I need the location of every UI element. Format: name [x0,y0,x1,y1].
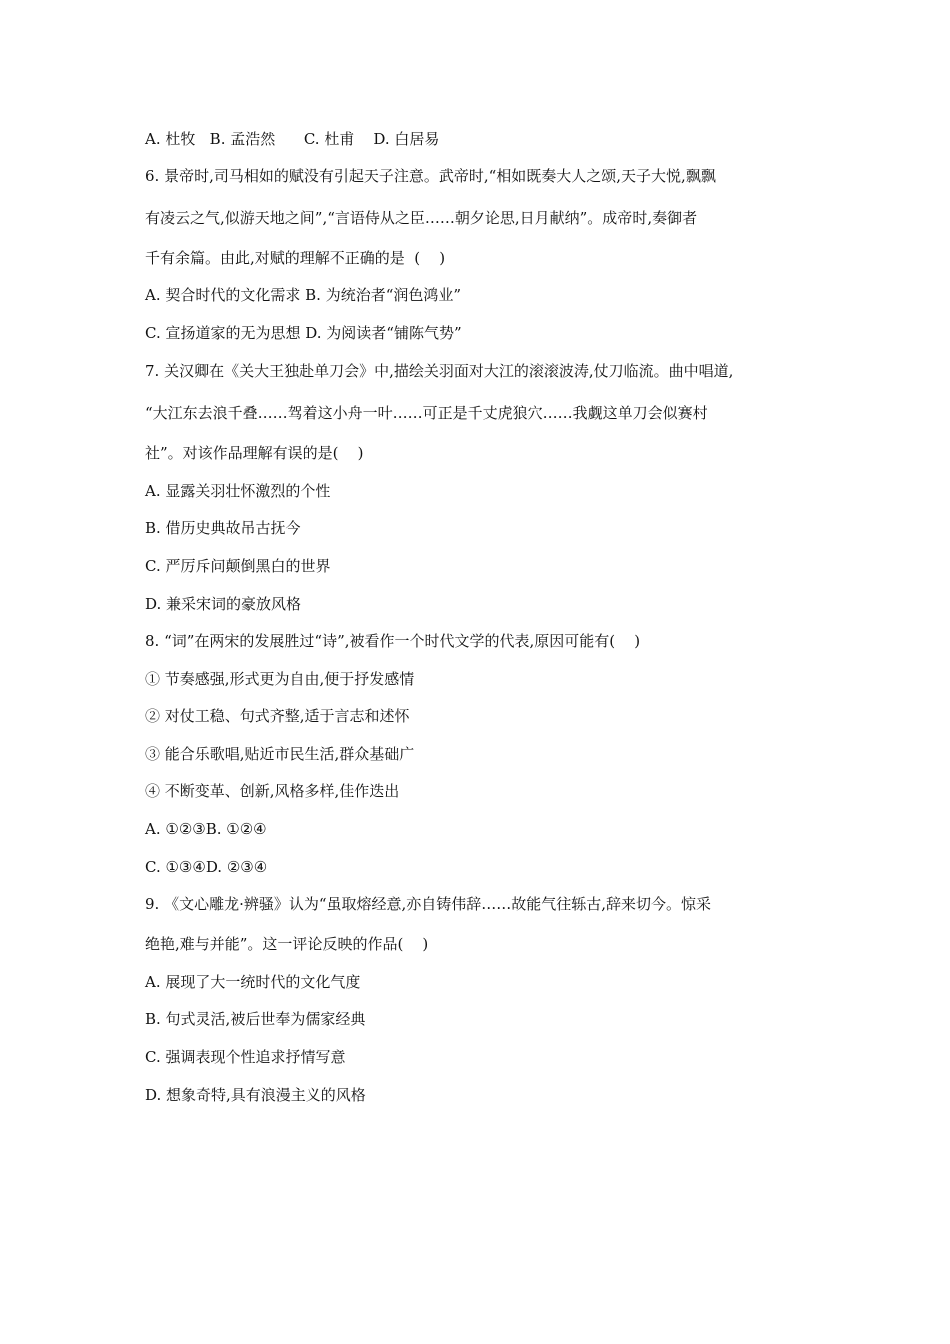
q9-stem-line-2: 绝艳,难与并能”。这一评论反映的作品( ) [145,935,429,953]
q9-option-c: C. 强调表现个性追求抒情写意 [145,1048,346,1066]
q7-stem-line-1: 7. 关汉卿在《关大王独赴单刀会》中,描绘关羽面对大江的滚滚波涛,仗刀临流。曲中唱道, [145,362,734,380]
q7-stem-line-3: 社”。对该作品理解有误的是( ) [145,444,364,462]
q7-stem-line-2: “大江东去浪千叠……驾着这小舟一叶……可正是千丈虎狼穴……我觑这单刀会似赛村 [145,404,708,422]
q8-item-3: ③ 能合乐歌唱,贴近市民生活,群众基础广 [145,745,415,763]
q6-stem-line-1: 6. 景帝时,司马相如的赋没有引起天子注意。武帝时,“相如既奏大人之颂,天子大悦,飘飘 [145,167,716,185]
q6-stem-line-3: 千有余篇。由此,对赋的理解不正确的是 ( ) [145,249,446,267]
q9-option-b: B. 句式灵活,被后世奉为儒家经典 [145,1010,366,1028]
q7-option-d: D. 兼采宋词的豪放风格 [145,595,302,613]
q5-options: A. 杜牧 B. 孟浩然 C. 杜甫 D. 白居易 [145,130,440,148]
q7-option-c: C. 严厉斥问颠倒黑白的世界 [145,557,331,575]
q9-option-d: D. 想象奇特,具有浪漫主义的风格 [145,1086,366,1104]
q8-item-2: ② 对仗工稳、句式齐整,适于言志和述怀 [145,707,410,725]
q8-options-ab: A. ①②③B. ①②④ [145,820,267,838]
q6-options-ab: A. 契合时代的文化需求 B. 为统治者“润色鸿业” [145,286,462,304]
q7-option-b: B. 借历史典故吊古抚今 [145,519,301,537]
q8-options-cd: C. ①③④D. ②③④ [145,858,268,876]
q7-option-a: A. 显露关羽壮怀激烈的个性 [145,482,331,500]
q8-item-4: ④ 不断变革、创新,风格多样,佳作迭出 [145,782,400,800]
q8-item-1: ① 节奏感强,形式更为自由,便于抒发感情 [145,670,415,688]
q8-stem: 8. “词”在两宋的发展胜过“诗”,被看作一个时代文学的代表,原因可能有( ) [145,632,641,650]
q9-stem-line-1: 9. 《文心雕龙·辨骚》认为“虽取熔经意,亦自铸伟辞……故能气往轹古,辞来切今。惊采 [145,895,712,913]
q6-stem-line-2: 有凌云之气,似游天地之间”,“言语侍从之臣……朝夕论思,日月献纳”。成帝时,奏御者 [145,209,698,227]
q6-options-cd: C. 宣扬道家的无为思想 D. 为阅读者“铺陈气势” [145,324,462,342]
q9-option-a: A. 展现了大一统时代的文化气度 [145,973,361,991]
